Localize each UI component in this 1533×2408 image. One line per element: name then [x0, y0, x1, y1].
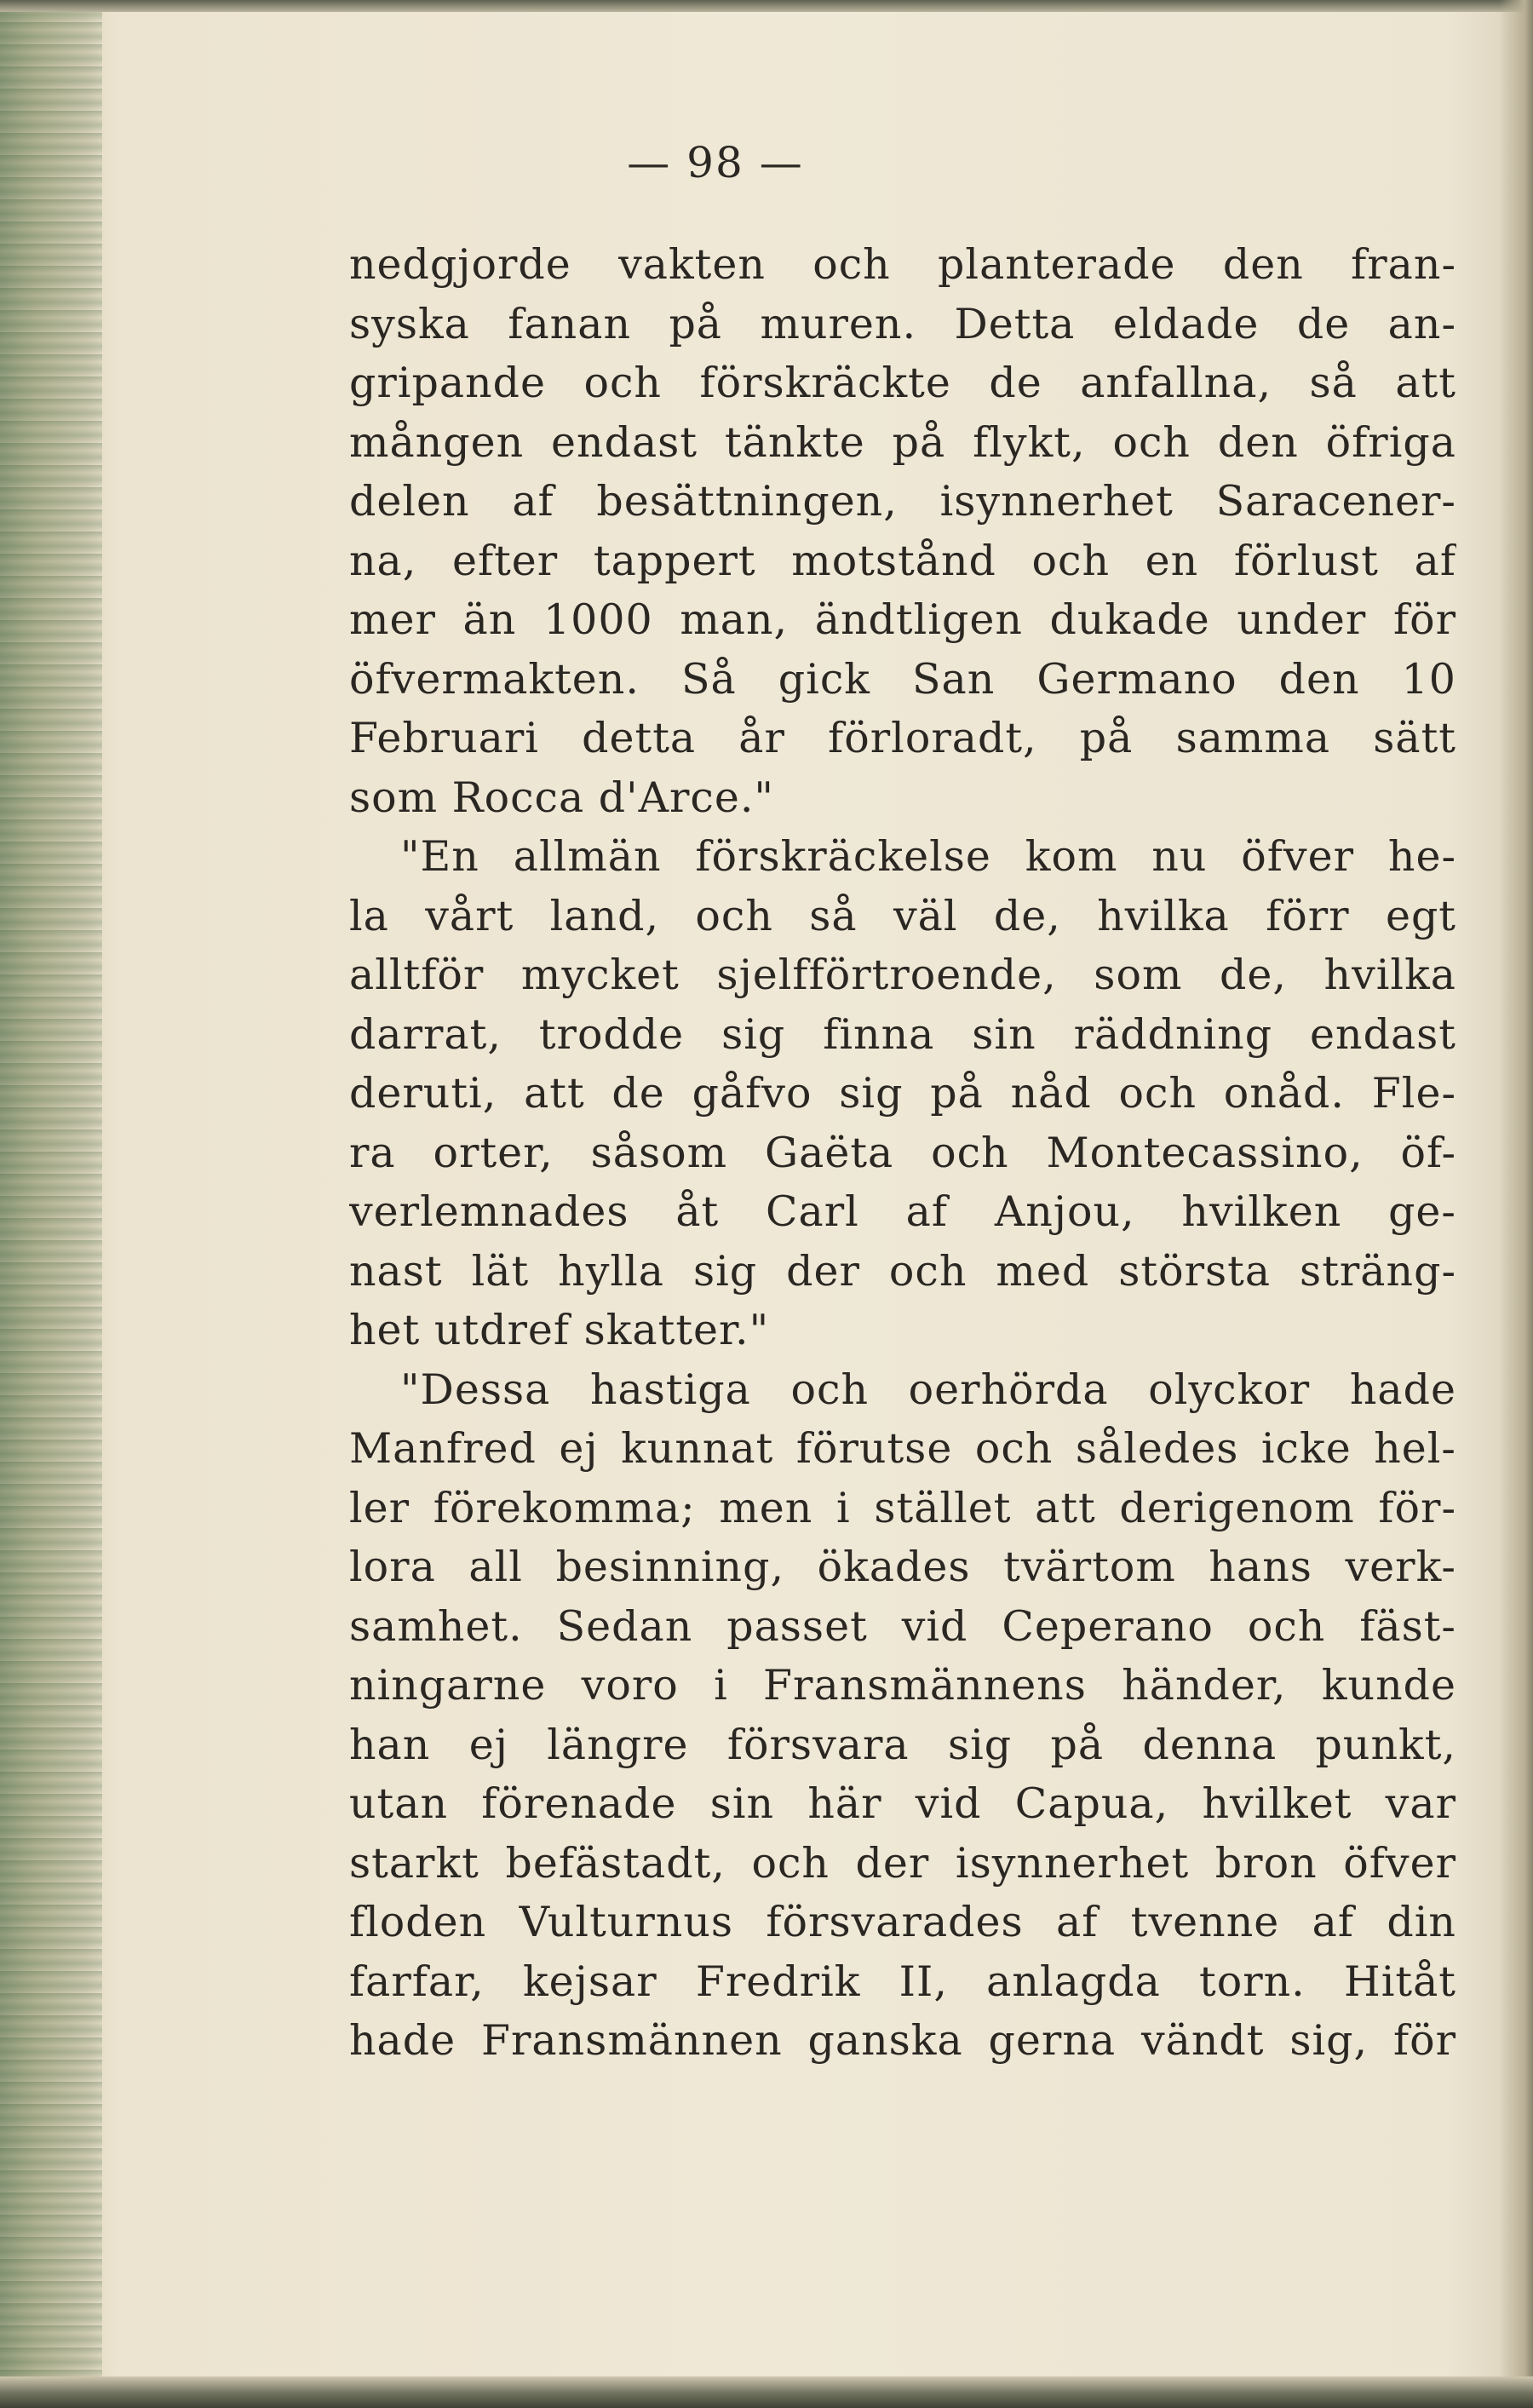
- text-line: ra orter, såsom Gaëta och Montecassino, öf-: [349, 1128, 1456, 1177]
- text-line: la vårt land, och så väl de, hvilka förr egt: [349, 891, 1456, 940]
- text-line: farfar, kejsar Fredrik II, anlagda torn. Hitåt: [349, 1957, 1456, 2006]
- body-text: [349, 235, 1456, 2071]
- text-line: Februari detta år förloradt, på samma sätt: [349, 714, 1456, 762]
- text-line: mången endast tänkte på flykt, och den öfriga: [349, 417, 1456, 467]
- text-line: gripande och förskräckte de anfallna, så att: [349, 359, 1456, 407]
- text-line: hade Fransmännen ganska gerna vändt sig, för: [349, 2016, 1456, 2065]
- text-line: darrat, trodde sig finna sin räddning endast: [349, 1009, 1456, 1059]
- text-line: syska fanan på muren. Detta eldade de an-: [349, 299, 1456, 348]
- text-line: ningarne voro i Fransmännens händer, kunde: [349, 1661, 1456, 1710]
- text-line: han ej längre försvara sig på denna punkt,: [349, 1720, 1456, 1769]
- text-line: "En allmän förskräckelse kom nu öfver he-: [400, 832, 1456, 881]
- text-line: verlemnades åt Carl af Anjou, hvilken ge-: [349, 1187, 1456, 1236]
- text-line: nedgjorde vakten och planterade den fran-: [349, 240, 1456, 289]
- text-line: deruti, att de gåfvo sig på nåd och onåd. Fle-: [349, 1069, 1456, 1118]
- text-line: lora all besinning, ökades tvärtom hans verk-: [349, 1543, 1456, 1591]
- text-line: Manfred ej kunnat förutse och således icke hel-: [349, 1424, 1456, 1473]
- page-number: — 98 —: [627, 138, 804, 187]
- text-line: alltför mycket sjelfförtroende, som de, hvilka: [349, 951, 1456, 999]
- text-line: som Rocca d'Arce.": [349, 773, 774, 822]
- text-line: ler förekomma; men i stället att derigenom för-: [349, 1483, 1456, 1532]
- text-line: öfvermakten. Så gick San Germano den 10: [349, 654, 1456, 704]
- text-line: "Dessa hastiga och oerhörda olyckor hade: [400, 1365, 1456, 1414]
- text-line: delen af besättningen, isynnerhet Saracener-: [349, 477, 1456, 526]
- text-line: het utdref skatter.": [349, 1306, 770, 1354]
- text-line: samhet. Sedan passet vid Ceperano och fäst-: [349, 1601, 1456, 1651]
- text-line: mer än 1000 man, ändtligen dukade under för: [349, 595, 1456, 644]
- book-binding-edge: [0, 0, 102, 2408]
- text-line: nast lät hylla sig der och med största sträng-: [349, 1246, 1456, 1296]
- text-line: utan förenade sin här vid Capua, hvilket var: [349, 1779, 1456, 1828]
- text-line: starkt befästadt, och der isynnerhet bron öfver: [349, 1838, 1456, 1888]
- page-right-edge: [1499, 0, 1533, 2408]
- page-bottom-edge: [0, 2376, 1533, 2408]
- text-line: floden Vulturnus försvarades af tvenne af din: [349, 1898, 1456, 1946]
- page-top-edge: [0, 0, 1533, 12]
- text-line: na, efter tappert motstånd och en förlust af: [349, 536, 1456, 585]
